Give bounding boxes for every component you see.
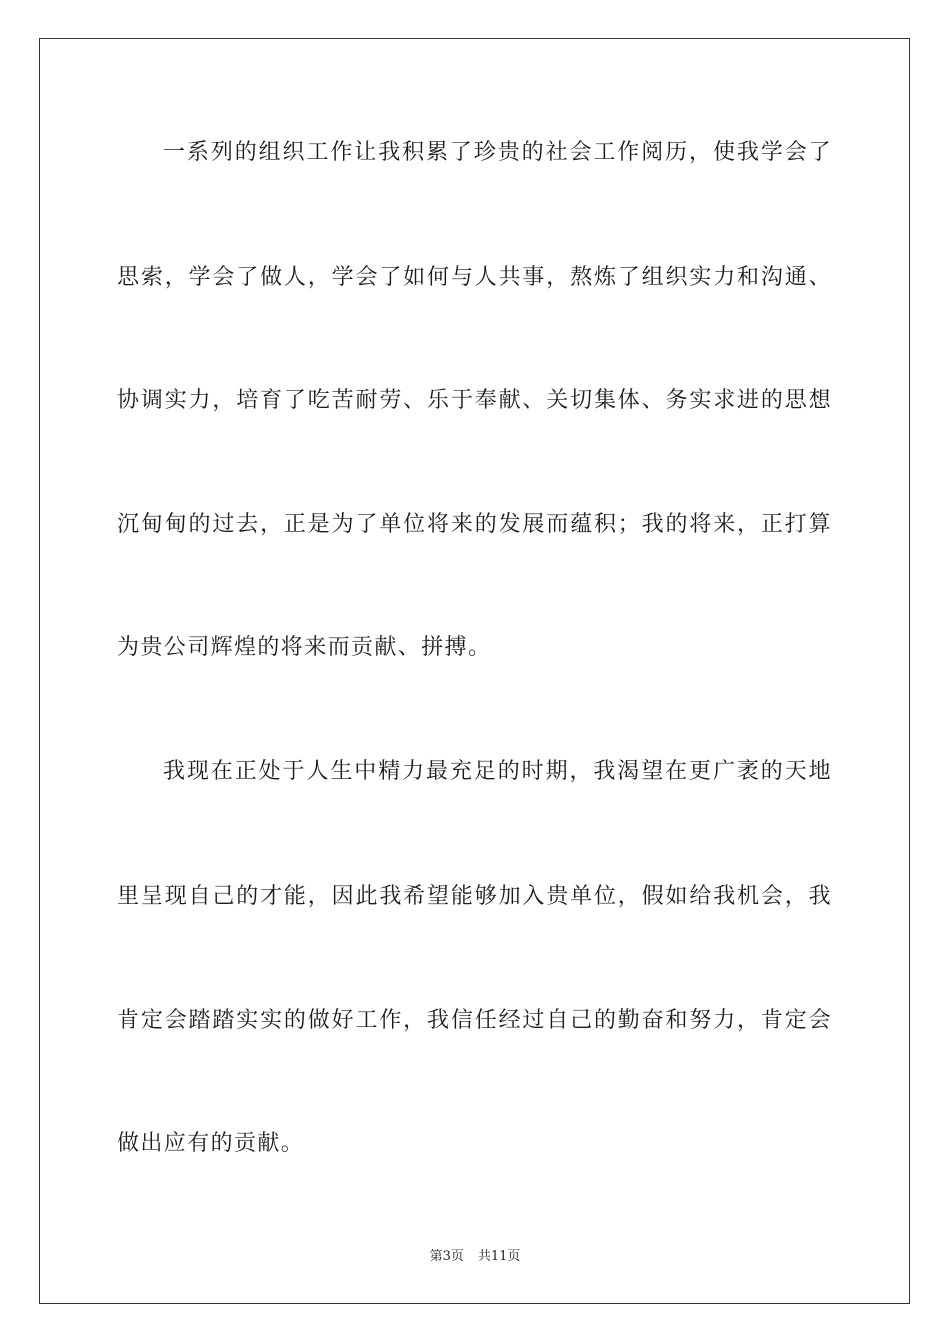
page-footer — [0, 1248, 950, 1266]
paragraph-line: 思索，学会了做人，学会了如何与人共事，熬炼了组织实力和沟通、 — [117, 265, 832, 290]
paragraph-line: 一系列的组织工作让我积累了珍贵的社会工作阅历，使我学会了 — [163, 140, 832, 165]
page-number: 第3页 — [429, 1249, 464, 1264]
paragraph-line: 肯定会踏踏实实的做好工作，我信任经过自己的勤奋和努力，肯定会 — [117, 1008, 832, 1033]
paragraph-line: 协调实力，培育了吃苦耐劳、乐于奉献、关切集体、务实求进的思想 — [117, 388, 832, 413]
paragraph-line: 我现在正处于人生中精力最充足的时期，我渴望在更广袤的天地 — [163, 759, 832, 784]
page-border — [39, 38, 910, 1304]
paragraph-line: 沉甸甸的过去，正是为了单位将来的发展而蕴积；我的将来，正打算 — [117, 512, 832, 537]
paragraph-line: 里呈现自己的才能，因此我希望能够加入贵单位，假如给我机会，我 — [117, 884, 832, 909]
paragraph-line: 做出应有的贡献。 — [117, 1131, 305, 1156]
paragraph-line: 为贵公司辉煌的将来而贡献、拼搏。 — [117, 635, 492, 660]
page-total: 共11页 — [477, 1249, 521, 1264]
